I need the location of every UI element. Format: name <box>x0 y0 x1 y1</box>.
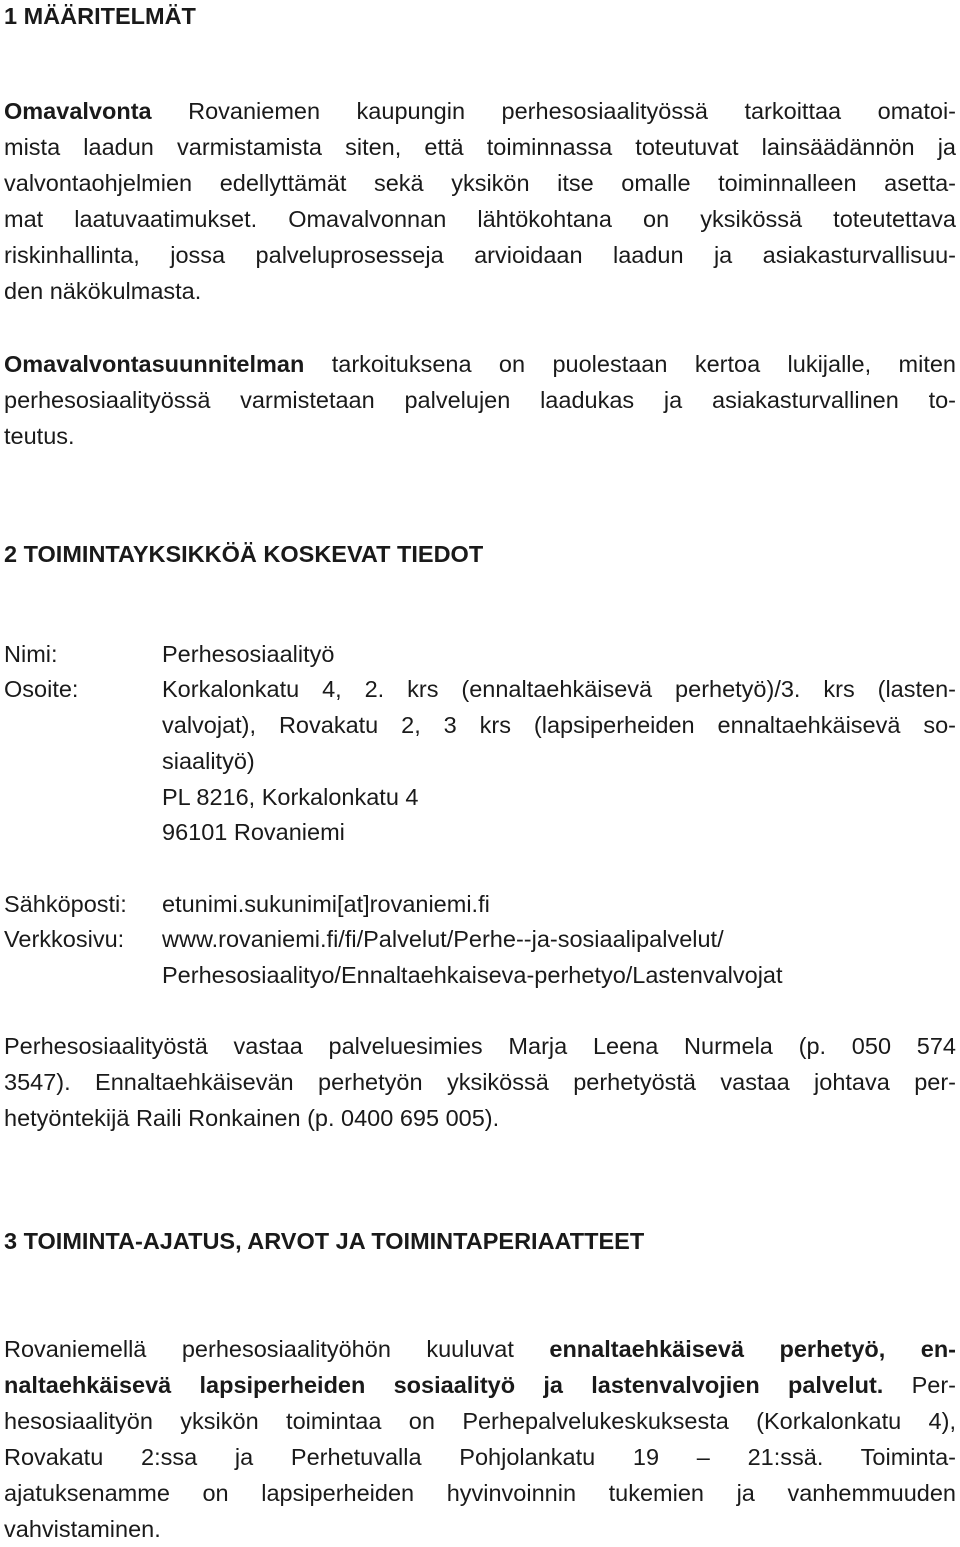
section-3-heading: 3 TOIMINTA-AJATUS, ARVOT JA TOIMINTAPERIAATTEET <box>4 1228 645 1254</box>
web-label: Verkkosivu: <box>4 926 125 952</box>
omavalvontasuunnitelma-paragraph <box>4 346 956 454</box>
email-value: etunimi.sukunimi[at]rovaniemi.fi <box>162 891 490 917</box>
address-row <box>4 671 956 707</box>
email-label: Sähköposti: <box>4 891 127 917</box>
name-value: Perhesosiaalityö <box>162 641 335 667</box>
name-row <box>4 636 956 672</box>
address-row-cont <box>4 779 956 815</box>
mission-paragraph <box>4 1331 956 1547</box>
postal-line: 96101 Rovaniemi <box>162 819 345 845</box>
text-line: hetyöntekijä Raili Ronkainen (p. 0400 695 005). <box>4 1105 500 1131</box>
web-row <box>4 921 956 957</box>
text-line: vahvistaminen. <box>4 1516 161 1542</box>
text-line: perhesosiaalityössä varmistetaan palvelujen laadukas ja asiakasturvallinen to- <box>4 387 956 413</box>
text-line: naltaehkäisevä lapsiperheiden sosiaalityö ja lastenvalvojien palvelut. Per- <box>4 1372 956 1398</box>
text-line: den näkökulmasta. <box>4 278 202 304</box>
text-line: hesosiaalityön yksikön toimintaa on Perhepalvelukeskuksesta (Korkalonkatu 4), <box>4 1408 956 1434</box>
address-row-cont <box>4 707 956 743</box>
text-line: riskinhallinta, jossa palveluprosesseja arvioidaan laadun ja asiakasturvallisuu- <box>4 242 956 268</box>
address-line: Korkalonkatu 4, 2. krs (ennaltaehkäisevä perhetyö)/3. krs (lasten- <box>162 676 956 702</box>
section-1-heading: 1 MÄÄRITELMÄT <box>4 3 196 29</box>
po-box-line: PL 8216, Korkalonkatu 4 <box>162 784 419 810</box>
address-row-cont <box>4 743 956 779</box>
web-link-cont[interactable]: Perhesosiaalityo/Ennaltaehkaiseva-perhetyo/Lastenvalvojat <box>162 962 783 988</box>
address-line: valvojat), Rovakatu 2, 3 krs (lapsiperheiden ennaltaehkäisevä so- <box>162 712 956 738</box>
name-label: Nimi: <box>4 641 58 667</box>
text-line: Perhesosiaalityöstä vastaa palveluesimies Marja Leena Nurmela (p. 050 574 <box>4 1033 956 1059</box>
address-line: siaalityö) <box>162 748 255 774</box>
section-2-heading: 2 TOIMINTAYKSIKKÖÄ KOSKEVAT TIEDOT <box>4 541 484 567</box>
text-line: 3547). Ennaltaehkäisevän perhetyön yksikössä perhetyöstä vastaa johtava per- <box>4 1069 956 1095</box>
email-row <box>4 886 956 922</box>
web-row-cont <box>4 957 956 993</box>
text-line: mat laatuvaatimukset. Omavalvonnan lähtökohtana on yksikössä toteutettava <box>4 206 956 232</box>
address-label: Osoite: <box>4 676 79 702</box>
text-line: teutus. <box>4 423 75 449</box>
contact-paragraph <box>4 1028 956 1136</box>
text-line: Rovakatu 2:ssa ja Perhetuvalla Pohjolankatu 19 – 21:ssä. Toiminta- <box>4 1444 956 1470</box>
text-line: ajatuksenamme on lapsiperheiden hyvinvoinnin tukemien ja vanhemmuuden <box>4 1480 956 1506</box>
term-omavalvonta: Omavalvonta <box>4 98 152 124</box>
text-line: Rovaniemellä perhesosiaalityöhön kuuluvat ennaltaehkäisevä perhetyö, en- <box>4 1336 956 1362</box>
term-omavalvontasuunnitelma: Omavalvontasuunnitelman <box>4 351 305 377</box>
omavalvonta-paragraph <box>4 93 956 309</box>
web-link[interactable]: www.rovaniemi.fi/fi/Palvelut/Perhe--ja-sosiaalipalvelut/ <box>162 926 724 952</box>
text-line: Omavalvonta Rovaniemen kaupungin perhesosiaalityössä tarkoittaa omatoi- <box>4 98 956 124</box>
address-row-cont <box>4 814 956 850</box>
text-line: mista laadun varmistamista siten, että toiminnassa toteutuvat lainsäädännön ja <box>4 134 956 160</box>
text-line: Omavalvontasuunnitelman tarkoituksena on puolestaan kertoa lukijalle, miten <box>4 351 956 377</box>
text-line: valvontaohjelmien edellyttämät sekä yksikön itse omalle toiminnalleen asetta- <box>4 170 956 196</box>
